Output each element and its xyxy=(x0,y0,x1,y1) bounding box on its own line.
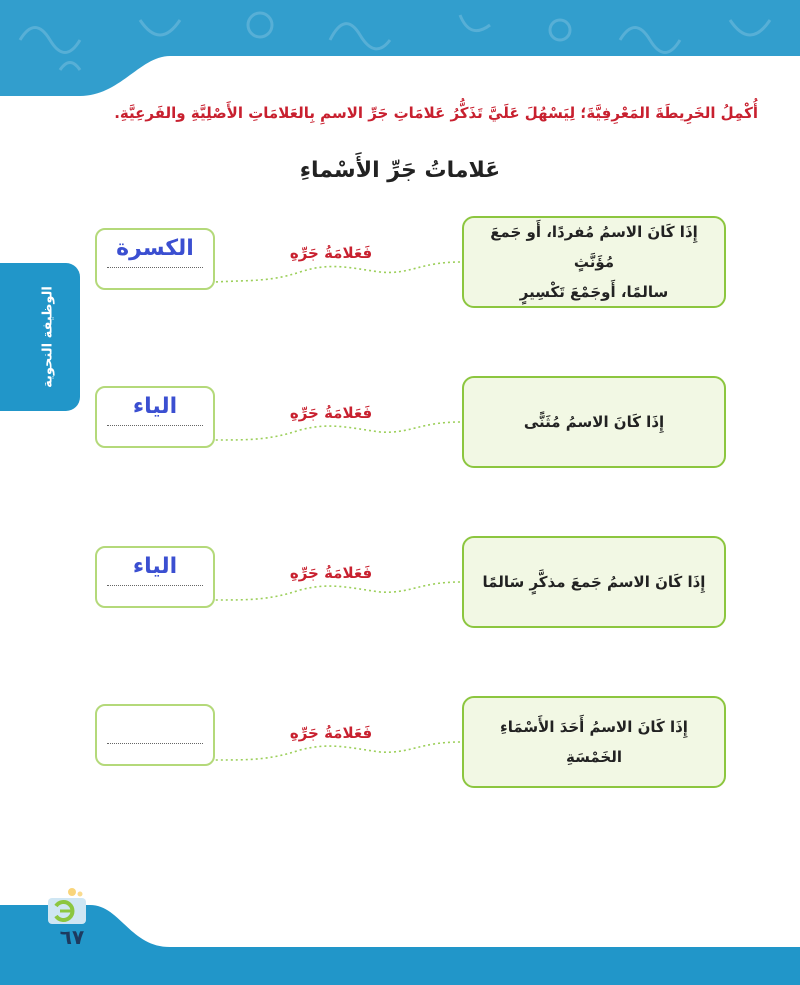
dotted-line xyxy=(107,743,203,744)
condition-box-2 xyxy=(462,376,726,468)
mark-label-1: فَعَلامَةُ جَرِّهِ xyxy=(289,244,373,262)
dotted-line xyxy=(107,585,203,586)
answer-text: الياء xyxy=(132,394,178,419)
publisher-logo-icon xyxy=(42,884,94,928)
bottom-decorative-band xyxy=(0,895,800,985)
mark-label-3: فَعَلامَةُ جَرِّهِ xyxy=(289,564,373,582)
answer-text: الياء xyxy=(132,554,178,579)
condition-line: إِذَا كَانَ الاسمُ أَحَدَ الأَسْمَاءِ الخَمْسَةِ xyxy=(500,718,688,766)
condition-line: إِذَا كَانَ الاسمُ مُثَنًّى xyxy=(523,413,665,431)
page-number: ٦٧ xyxy=(59,925,85,949)
dotted-line xyxy=(107,267,203,268)
answer-text: الكسرة xyxy=(116,236,194,261)
answer-box-3[interactable] xyxy=(95,546,215,608)
dotted-line xyxy=(107,425,203,426)
instruction-text: أُكْمِلُ الخَرِيطَةَ المَعْرِفِيَّةَ؛ لِيَسْهُلَ عَلَيَّ تَذَكُّرُ عَلامَاتِ جَرِّ الاسمِ بِالعَلامَاتِ الأَصْلِيَّةِ والفَرعِيَّةِ. xyxy=(114,104,758,122)
mark-label-4: فَعَلامَةُ جَرِّهِ xyxy=(289,724,373,742)
condition-box-4 xyxy=(462,696,726,788)
answer-box-1[interactable] xyxy=(95,228,215,290)
top-decorative-band xyxy=(0,0,800,100)
answer-box-2[interactable] xyxy=(95,386,215,448)
page-title: عَلاماتُ جَرِّ الأَسْماءِ xyxy=(299,158,501,183)
condition-box-3 xyxy=(462,536,726,628)
mark-label-2: فَعَلامَةُ جَرِّهِ xyxy=(289,404,373,422)
condition-line: سالمًا، أَوجَمْعَ تَكْسِيرٍ xyxy=(519,283,669,301)
answer-box-4[interactable] xyxy=(95,704,215,766)
condition-box-1 xyxy=(462,216,726,308)
condition-line: إِذَا كَانَ الاسمُ مُفردًا، أَو جَمعَ مُؤَنَّثٍ xyxy=(490,223,698,271)
side-tab-label: الوظيفة النحوية xyxy=(40,286,56,388)
condition-line: إِذَا كَانَ الاسمُ جَمعَ مذكَّرٍ سَالمًا xyxy=(482,573,706,591)
